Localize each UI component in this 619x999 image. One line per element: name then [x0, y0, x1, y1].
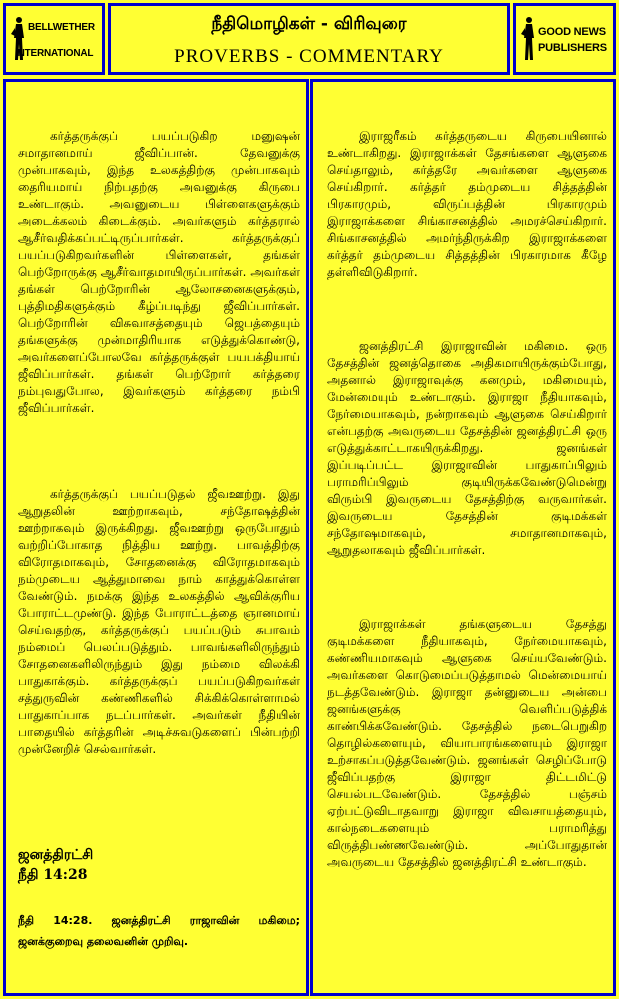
bell-figure-icon: [521, 16, 537, 62]
bellwether-logo: [11, 14, 101, 66]
title-box: [108, 3, 510, 75]
left-paragraph-2: கர்த்தருக்குப் பயப்படுதல் ஜீவஊற்று. இது ஆறுதலின் ஊற்றாகவும், சந்தோஷத்தின் ஊற்றாகவும் இருக்கிறது. ஜீவஊற்று ஒருபோதும் வற்றிப்போகாத நித்திய ஊற்று. பாவத்திற்கு விரோதமாகவும், சோதனைக்கு விரோதமாகவும் நம்முடைய ஆத்துமாவை நாம் காத்துக்கொள்ள வேண்டும். நமக்கு இந்த உலகத்தில் ஆவிக்குரிய போராட்டமுண்டு. இந்த போராட்டத்தை ஞானமாய் செய்வதற்கு, கர்த்தருக்குப் பயப்படும் சுபாவம் நம்மைப் பெலப்படுத்தும். பாவங்களிலிருந்தும் சோதனைகளிலிருந்தும் இது நம்மை விலக்கி பாதுகாக்கும். கர்த்தருக்குப் பயப்படுகிறவர்கள் சத்துருவின் கண்ணிகளில் சிக்கிக்கொள்ளாமல் பாதுகாப்பாக நடப்பார்கள். அவர்கள் நீதியின் பாதையில் கர்த்தரின் அடிச்சுவடுகளைப் பின்பற்றி முன்னேறிச் செல்வார்கள்.: [18, 487, 300, 756]
right-paragraph-1: இராஜரீகம் கர்த்தருடைய கிருபையினால் உண்டாகிறது. இராஜாக்கள் தேசங்களை ஆளுகை செய்தாலும், கர்த்தரே அவர்களை ஆளுகை செய்கிறார். கர்த்தர் தம்முடைய சித்தத்தின் பிரகாரமும், விருப்பத்தின் பிரகாரமும் இராஜாக்களை சிங்காசனத்தில் அமரச்செய்கிறார். சிங்காசனத்தில் அமர்ந்திருக்கிற இராஜாக்களை கர்த்தர் தம்முடைய சித்தத்தின் பிரகாரமாக கீழே தள்ளிவிடுகிறார்.: [327, 129, 607, 279]
section-reference: நீதி 14:28: [18, 867, 88, 883]
right-paragraph-2: ஜனத்திரட்சி இராஜாவின் மகிமை. ஒரு தேசத்தின் ஜனத்தொகை அதிகமாயிருக்கும்போது, அதனால் இராஜாவுக்கு கனமும், மகிமையும், மேன்மையும் உண்டாகும். இராஜா நீதியாகவும், நேர்மையாகவும், நன்றாகவும் ஆளுகை செய்கிறார் என்பதற்கு அவருடைய தேசத்தின் ஜனத்திரட்சி ஒரு எடுத்துக்காட்டாகயிருக்கிறது. ஜனங்கள் இப்படிப்பட்ட இராஜாவின் பாதுகாப்பிலும் பராமரிப்பிலும் குடியிருக்கவேண்டுமென்று விரும்பி இவருடைய தேசத்திற்கு வருவார்கள். இவருடைய தேசத்தின் குடிமக்கள் சந்தோஷமாகவும், சமாதானமாகவும், ஆறுதலாகவும் ஜீவிப்பார்கள்.: [327, 339, 607, 557]
left-logo-line1: BELLWETHER: [28, 22, 95, 33]
right-logo-line2: PUBLISHERS: [538, 42, 607, 54]
left-logo-line2: INTERNATIONAL: [15, 48, 94, 59]
right-paragraph-3: இராஜாக்கள் தங்களுடைய தேசத்து குடிமக்களை நீதியாகவும், நேர்மையாகவும், கண்ணியமாகவும் ஆளுகை செய்யவேண்டும். அவர்களை கொடுமைப்படுத்தாமல் மென்மையாய் நடத்தவேண்டும். இராஜா தன்னுடைய அன்பை ஜனங்களுக்கு வெளிப்படுத்திக் காண்பிக்கவேண்டும். தேசத்தில் நடைபெறுகிற தொழில்களையும், வியாபாரங்களையும் இராஜா உற்சாகப்படுத்தவேண்டும். ஜனங்கள் செழிப்போடு ஜீவிப்பதற்கு இராஜா திட்டமிட்டு செயல்படவேண்டும். தேசத்தில் பஞ்சம் ஏற்பட்டுவிடாதவாறு இராஜா விவசாயத்தையும், கால்நடைகளையும் பராமரித்து விருத்திபண்ணவேண்டும். அப்போதுதான் அவருடைய தேசத்தில் ஜனத்திரட்சி உண்டாகும்.: [327, 617, 607, 869]
good-news-logo: [521, 14, 611, 66]
verse-note: நீதி 14:28. ஜனத்திரட்சி ராஜாவின் மகிமை; ஜனக்குறைவு தலைவனின் முறிவு.: [18, 914, 300, 948]
right-logo-line1: GOOD NEWS: [538, 26, 606, 38]
title-english: PROVERBS - COMMENTARY: [174, 46, 444, 67]
left-column: [3, 79, 309, 996]
right-logo-box: [513, 3, 616, 75]
page-header: [0, 0, 619, 79]
title-tamil: நீதிமொழிகள் - விரிவுரை: [211, 14, 407, 34]
left-paragraph-1: கர்த்தருக்குப் பயப்படுகிற மனுஷன் சமாதானமாய் ஜீவிப்பான். தேவனுக்கு முன்பாகவும், இந்த உலகத்திற்கு முன்பாகவும் தைரியமாய் நிற்பதற்கு அவனுக்கு கிருபை உண்டாகும். அவனுடைய பிள்ளைகளுக்கும் அடைக்கலம் கிடைக்கும். அவர்களும் கர்த்தரால் ஆசீர்வதிக்கப்பட்டிருப்பார்கள். கர்த்தருக்குப் பயப்படுகிறவர்களின் பிள்ளைகள், தங்கள் பெற்றோருக்கு ஆசீர்வாதமாயிருப்பார்கள். அவர்கள் தங்கள் பெற்றோரின் ஆலோசனைகளுக்கும், புத்திமதிகளுக்கும் கீழ்ப்படிந்து ஜீவிப்பார்கள். பெற்றோரின் விசுவாசத்தையும் ஜெபத்தையும் தங்களுக்கு முன்மாதிரியாக எடுத்துக்கொண்டு, அவர்களைப்போலவே கர்த்தருக்குள் பயபக்தியாய் ஜீவிப்பார்கள். தங்கள் பெற்றோர் கர்த்தரை நம்புவதுபோல, இவர்களும் கர்த்தரை நம்பி ஜீவிப்பார்கள்.: [18, 129, 300, 415]
section-heading: ஜனத்திரட்சி: [18, 847, 94, 863]
left-logo-box: [3, 3, 105, 75]
right-column: [310, 79, 616, 996]
